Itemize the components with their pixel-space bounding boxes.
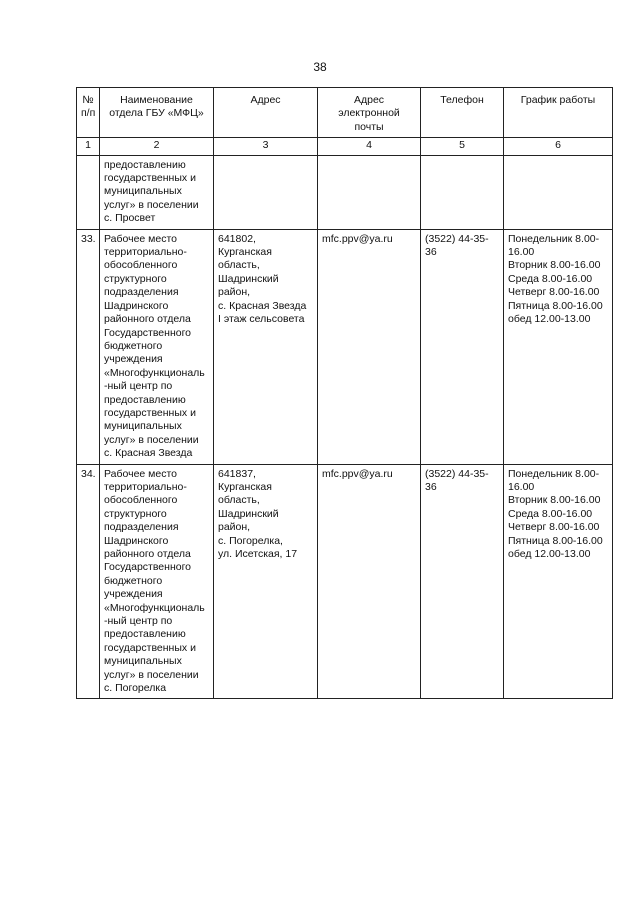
cell-num xyxy=(77,155,100,229)
text-line: обед 12.00-13.00 xyxy=(508,548,591,560)
cell-schedule xyxy=(504,155,613,229)
text-line: с. Погорелка, xyxy=(218,534,283,547)
text-line: предоставлению xyxy=(104,158,186,171)
cell-phone xyxy=(421,155,504,229)
text-line: ул. Исетская, 17 xyxy=(218,548,298,560)
cell-address xyxy=(214,464,318,699)
text-line: область, xyxy=(218,494,260,507)
cell-phone xyxy=(421,464,504,699)
text-line: бюджетного xyxy=(104,574,163,587)
text-line: 641837, xyxy=(218,467,256,480)
cell-schedule xyxy=(504,464,613,699)
text-line: -ный центр по xyxy=(104,380,173,393)
column-number: 5 xyxy=(421,138,504,155)
text-line: -ный центр по xyxy=(104,615,173,628)
text-line: Телефон xyxy=(440,94,484,106)
text-line: государственных и xyxy=(104,641,196,654)
cell-name xyxy=(100,229,214,464)
cell-name xyxy=(100,464,214,699)
cell-email: mfc.ppv@ya.ru xyxy=(318,464,421,699)
text-line: п/п xyxy=(81,107,96,120)
column-number: 4 xyxy=(318,138,421,155)
text-line: Понедельник 8.00- xyxy=(508,467,600,480)
header-num xyxy=(77,88,100,138)
text-line: Шадринский xyxy=(218,272,279,285)
text-line: услуг» в поселении xyxy=(104,198,199,211)
text-line: 16.00 xyxy=(508,480,535,493)
text-line: Четверг 8.00-16.00 xyxy=(508,521,600,534)
header-address xyxy=(214,88,318,138)
text-line: обособленного xyxy=(104,494,178,507)
text-line: 641802, xyxy=(218,232,256,245)
text-line: услуг» в поселении xyxy=(104,433,199,446)
column-number: 2 xyxy=(100,138,214,155)
text-line: (3522) 44-35- xyxy=(425,467,489,480)
cell-schedule xyxy=(504,229,613,464)
text-line: Курганская xyxy=(218,246,272,259)
text-line: с. Красная Звезда xyxy=(218,299,307,312)
text-line: Рабочее место xyxy=(104,467,178,480)
text-line: обособленного xyxy=(104,259,178,272)
text-line: предоставлению xyxy=(104,393,186,406)
text-line: государственных и xyxy=(104,406,196,419)
text-line: предоставлению xyxy=(104,628,186,641)
cell-address xyxy=(214,229,318,464)
header-schedule xyxy=(504,88,613,138)
text-line: область, xyxy=(218,259,260,272)
text-line: структурного xyxy=(104,507,167,520)
text-line: муниципальных xyxy=(104,185,182,198)
page-number: 38 xyxy=(313,60,327,74)
column-number-row xyxy=(77,138,613,155)
text-line: Рабочее место xyxy=(104,232,178,245)
cell-phone xyxy=(421,229,504,464)
text-line: Среда 8.00-16.00 xyxy=(508,507,593,520)
text-line: район, xyxy=(218,286,251,299)
table-row-continuation xyxy=(77,155,613,229)
text-line: 36 xyxy=(425,246,437,259)
text-line: почты xyxy=(354,120,384,133)
text-line: электронной xyxy=(338,107,400,120)
cell-email: mfc.ppv@ya.ru xyxy=(318,229,421,464)
text-line: Среда 8.00-16.00 xyxy=(508,272,593,285)
text-line: с. Просвет xyxy=(104,212,156,225)
text-line: «Многофункциональ xyxy=(104,366,205,379)
text-line: Пятница 8.00-16.00 xyxy=(508,299,603,312)
text-line: отдела ГБУ «МФЦ» xyxy=(109,107,204,120)
text-line: государственных и xyxy=(104,172,196,185)
text-line: бюджетного xyxy=(104,339,163,352)
table-row xyxy=(77,229,613,464)
column-number: 6 xyxy=(504,138,613,155)
text-line: Понедельник 8.00- xyxy=(508,232,600,245)
cell-num: 33. xyxy=(77,229,100,464)
cell-address xyxy=(214,155,318,229)
text-line: услуг» в поселении xyxy=(104,668,199,681)
text-line: Шадринского xyxy=(104,534,169,547)
text-line: муниципальных xyxy=(104,655,182,668)
text-line: Вторник 8.00-16.00 xyxy=(508,259,601,272)
cell-num: 34. xyxy=(77,464,100,699)
text-line: с. Погорелка xyxy=(104,682,167,695)
text-line: 36 xyxy=(425,480,437,493)
table-header-row xyxy=(77,88,613,138)
text-line: Шадринский xyxy=(218,507,279,520)
text-line: Государственного xyxy=(104,561,192,574)
text-line: № xyxy=(82,94,94,106)
text-line: районного отдела xyxy=(104,548,191,560)
text-line: Адрес xyxy=(353,94,385,106)
text-line: 16.00 xyxy=(508,246,535,259)
text-line: подразделения xyxy=(104,521,179,534)
text-line: (3522) 44-35- xyxy=(425,232,489,245)
text-line: Вторник 8.00-16.00 xyxy=(508,494,601,507)
text-line: Четверг 8.00-16.00 xyxy=(508,286,600,299)
text-line: районного отдела xyxy=(104,313,191,326)
text-line: Курганская xyxy=(218,480,272,493)
column-number: 3 xyxy=(214,138,318,155)
header-name xyxy=(100,88,214,138)
text-line: структурного xyxy=(104,272,167,285)
text-line: с. Красная Звезда xyxy=(104,447,193,460)
text-line: учреждения xyxy=(104,353,163,366)
text-line: Наименование xyxy=(120,94,193,106)
mfc-offices-table xyxy=(76,87,613,699)
text-line: район, xyxy=(218,521,251,534)
text-line: I этаж сельсовета xyxy=(218,313,305,326)
table-row xyxy=(77,464,613,699)
text-line: подразделения xyxy=(104,286,179,299)
cell-name xyxy=(100,155,214,229)
text-line: учреждения xyxy=(104,588,163,601)
text-line: Государственного xyxy=(104,326,192,339)
text-line: Шадринского xyxy=(104,299,169,312)
text-line: Адрес xyxy=(250,94,281,106)
text-line: Пятница 8.00-16.00 xyxy=(508,534,603,547)
text-line: График работы xyxy=(520,94,596,106)
text-line: территориально- xyxy=(104,480,187,493)
header-phone xyxy=(421,88,504,138)
text-line: «Многофункциональ xyxy=(104,601,205,614)
text-line: территориально- xyxy=(104,246,187,259)
column-number: 1 xyxy=(77,138,100,155)
text-line: муниципальных xyxy=(104,420,182,433)
text-line: обед 12.00-13.00 xyxy=(508,313,591,326)
header-email xyxy=(318,88,421,138)
cell-email xyxy=(318,155,421,229)
